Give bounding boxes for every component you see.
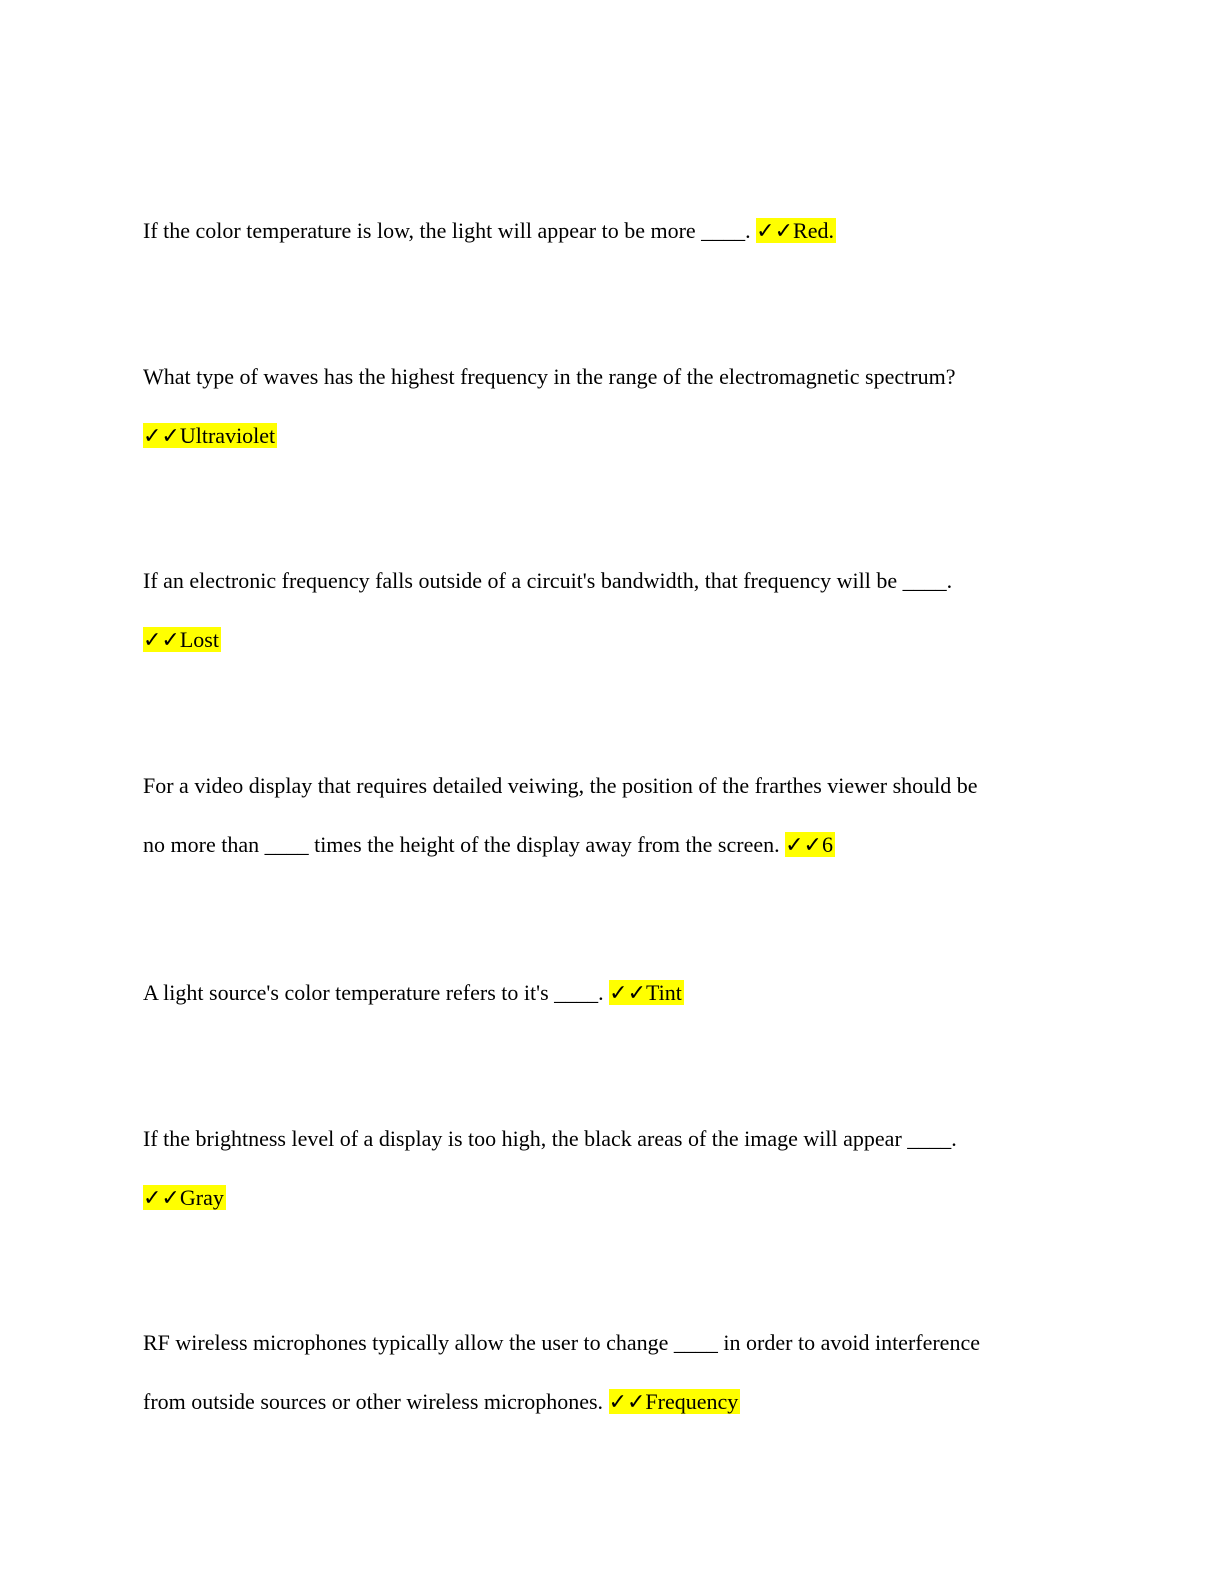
answer-line (143, 623, 1083, 682)
question-item (143, 214, 1083, 273)
question-text: For a video display that requires detailed veiwing, the position of the frarthes viewer should be (143, 773, 978, 798)
question-item (143, 1122, 1083, 1240)
question-text: A light source's color temperature refers to it's ____. (143, 980, 610, 1005)
question-text: What type of waves has the highest frequency in the range of the electromagnetic spectrum? (143, 364, 956, 389)
answer-highlight: ✓✓Gray (143, 1185, 224, 1210)
question-item (143, 1326, 1083, 1444)
question-text: If the brightness level of a display is too high, the black areas of the image will appear ____. (143, 1126, 957, 1151)
question-line (143, 1122, 1083, 1181)
answer-highlight: ✓✓Lost (143, 627, 219, 652)
question-item (143, 360, 1083, 478)
question-item (143, 564, 1083, 682)
answer-highlight: ✓✓6 (785, 832, 833, 857)
question-line (143, 214, 1083, 273)
question-item (143, 976, 1083, 1035)
question-line (143, 1326, 1083, 1385)
question-text: from outside sources or other wireless microphones. (143, 1389, 609, 1414)
question-text: If an electronic frequency falls outside of a circuit's bandwidth, that frequency will be ____. (143, 568, 953, 593)
question-text: RF wireless microphones typically allow the user to change ____ in order to avoid interference (143, 1330, 980, 1355)
question-text: If the color temperature is low, the light will appear to be more ____. (143, 218, 757, 243)
question-line (143, 564, 1083, 623)
question-item (143, 769, 1083, 887)
answer-highlight: ✓✓Tint (609, 980, 682, 1005)
question-line-continued (143, 1385, 1083, 1444)
answer-highlight: ✓✓Red. (756, 218, 834, 243)
answer-line (143, 419, 1083, 478)
answer-highlight: ✓✓Frequency (608, 1389, 739, 1414)
question-line (143, 360, 1083, 419)
question-line (143, 769, 1083, 828)
question-text: no more than ____ times the height of the display away from the screen. (143, 832, 786, 857)
question-line (143, 976, 1083, 1035)
answer-highlight: ✓✓Ultraviolet (143, 423, 276, 448)
question-line-continued (143, 828, 1083, 887)
answer-line (143, 1181, 1083, 1240)
